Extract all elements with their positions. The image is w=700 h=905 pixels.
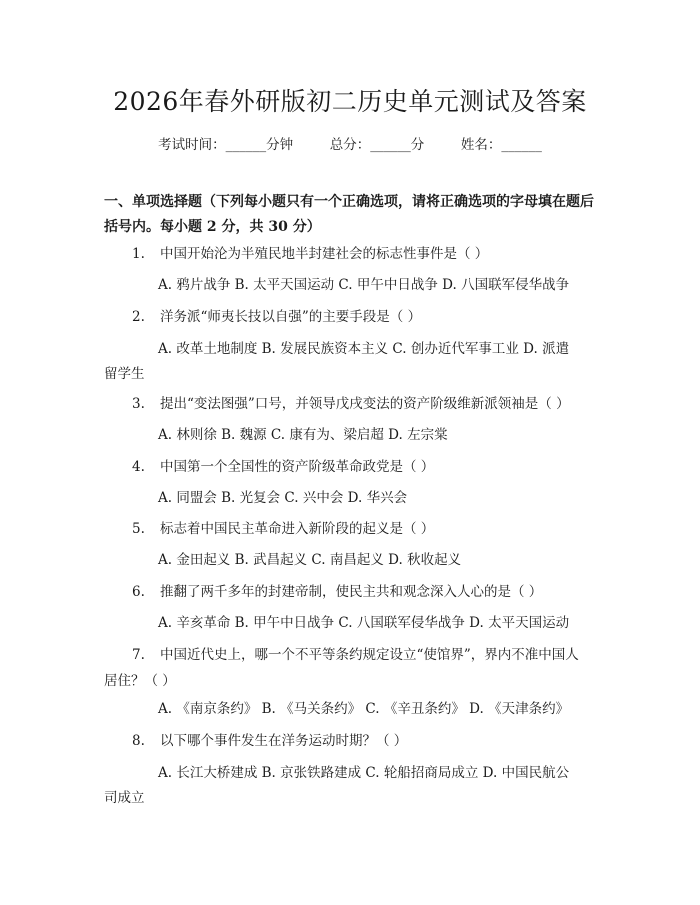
question-options: A. 《南京条约》 B. 《马关条约》 C. 《辛丑条约》 D. 《天津条约》	[158, 701, 570, 717]
name-blank: ______	[501, 137, 542, 153]
time-unit: 分钟	[266, 137, 294, 153]
question-text: 洋务派“师夷长技以自强”的主要手段是（ ）	[160, 309, 422, 325]
question-number: 3.	[132, 396, 145, 412]
name-label: 姓名：	[460, 137, 502, 153]
question-item	[132, 516, 602, 542]
question-text: 推翻了两千多年的封建帝制，使民主共和观念深入人心的是（ ）	[160, 584, 543, 600]
question-options: A. 同盟会 B. 光复会 C. 兴中会 D. 华兴会	[158, 490, 408, 506]
score-label: 总分：	[329, 137, 371, 153]
question-number: 1.	[132, 246, 145, 262]
options-line: A. 长江大桥建成 B. 京张铁路建成 C. 轮船招商局成立 D. 中国民航公	[158, 765, 570, 781]
question-item	[132, 454, 602, 480]
question-item	[132, 391, 602, 417]
section-heading: 一、单项选择题（下列每小题只有一个正确选项，请将正确选项的字母填在题后括号内。每小题 2 分，共 30 分）	[104, 194, 594, 235]
question-options	[104, 336, 602, 382]
question-item	[132, 304, 602, 330]
exam-info-line	[0, 133, 700, 153]
page-title: 2026年春外研版初二历史单元测试及答案	[113, 87, 587, 116]
question-item	[132, 579, 602, 605]
question-options: A. 鸦片战争 B. 太平天国运动 C. 甲午中日战争 D. 八国联军侵华战争	[158, 277, 570, 293]
question-text: 中国近代史上，哪一个不平等条约规定设立“使馆界”，界内不准中国人	[160, 647, 579, 663]
question-number: 7.	[132, 647, 145, 663]
question-options	[104, 760, 602, 806]
score-blank: ______	[370, 137, 411, 153]
question-text: 以下哪个事件发生在洋务运动时期？（ ）	[160, 733, 408, 749]
question-number: 5.	[132, 521, 145, 537]
question-options: A. 林则徐 B. 魏源 C. 康有为、梁启超 D. 左宗棠	[158, 427, 448, 443]
question-text: 中国第一个全国性的资产阶级革命政党是（ ）	[160, 459, 435, 475]
time-label: 考试时间：	[158, 137, 226, 153]
options-continuation: 司成立	[104, 790, 145, 806]
question-item	[104, 642, 602, 689]
score-unit: 分	[410, 137, 425, 153]
question-text: 提出“变法图强”口号，并领导戊戌变法的资产阶级维新派领袖是（ ）	[160, 396, 570, 412]
options-line: A. 改革土地制度 B. 发展民族资本主义 C. 创办近代军事工业 D. 派遣	[158, 341, 570, 357]
question-options: A. 金田起义 B. 武昌起义 C. 南昌起义 D. 秋收起义	[158, 552, 462, 568]
question-number: 4.	[132, 459, 145, 475]
options-continuation: 留学生	[104, 366, 145, 382]
question-item	[132, 728, 602, 754]
question-text: 中国开始沦为半殖民地半封建社会的标志性事件是（ ）	[160, 246, 489, 262]
question-text-continuation: 居住？（ ）	[104, 673, 176, 689]
question-options: A. 辛亥革命 B. 甲午中日战争 C. 八国联军侵华战争 D. 太平天国运动	[158, 615, 570, 631]
question-number: 8.	[132, 733, 145, 749]
question-text: 标志着中国民主革命进入新阶段的起义是（ ）	[160, 521, 435, 537]
question-item	[132, 241, 602, 267]
question-number: 6.	[132, 584, 145, 600]
question-number: 2.	[132, 309, 145, 325]
time-blank: ______	[225, 137, 267, 153]
